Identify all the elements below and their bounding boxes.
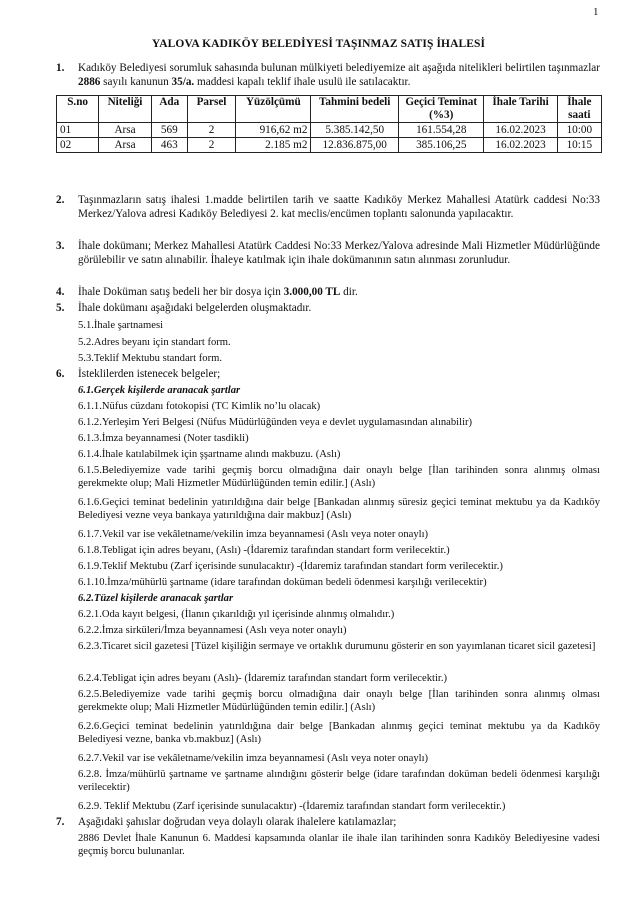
cell-ihale-saati: 10:00 [557, 123, 601, 138]
list-item: 6.1.6.Geçici teminat bedelinin yatırıldığına dair belge [Bankadan alınmış süresiz geçici teminat mektubu ya da Kadıköy Belediyesi vezne veya bankaya yatırıldığına dair makbuz] (Aslı) [78, 497, 600, 522]
cell-tahmini-bedel: 5.385.142,50 [311, 123, 399, 138]
list-item: 6.2.6.Geçici teminat bedelinin yatırıldığına dair belge [Bankadan alınmış geçici teminat mektubu ya da Kadıköy Belediyesi vezne, banka vb.makbuz] (Aslı) [78, 721, 600, 746]
list-item: 6.1.5.Belediyemize vade tarihi geçmiş borcu olmadığına dair onaylı belge [İlan tarihinden sonra alınmış olması gerekmekte olup; Mali Hizmetler Müdürlüğünden temin edilir.] (Aslı) [78, 465, 600, 490]
list-item: 6.2.1.Oda kayıt belgesi, (İlanın çıkarıldığı yıl içerisinde alınmış olmalıdır.) [78, 609, 395, 620]
property-table [56, 95, 602, 153]
list-item: 6.1.1.Nüfus cüzdanı fotokopisi (TC Kimlik no’lu olacak) [78, 401, 321, 412]
cell-sno: 01 [57, 123, 99, 138]
cell-parsel: 2 [187, 138, 235, 153]
col-header-ada: Ada [151, 96, 187, 123]
cell-ihale-saati: 10:15 [557, 138, 601, 153]
item-5-text: İhale dokümanı aşağıdaki belgelerden oluşmaktadır. [78, 302, 312, 314]
cell-sno: 02 [57, 138, 99, 153]
item-2-number: 2. [56, 194, 65, 206]
section-heading-tuzel: 6.2.Tüzel kişilerde aranacak şartlar [78, 593, 234, 604]
item-2 [56, 194, 600, 221]
list-item: 5.3.Teklif Mektubu standart form. [78, 353, 223, 364]
cell-nitelik: Arsa [99, 123, 152, 138]
item-7-detail: 2886 Devlet İhale Kanunun 6. Maddesi kapsamında olanlar ile ihale ilan tarihinden sonra Kadıköy Belediyesine vadesi geçmiş borcu bulunanlar. [78, 833, 600, 858]
item-6-number: 6. [56, 368, 65, 380]
list-item: 5.2.Adres beyanı için standart form. [78, 337, 231, 348]
col-header-ihale-saati: İhale saati [557, 96, 601, 123]
item-3 [56, 240, 600, 267]
cell-ada: 569 [151, 123, 187, 138]
col-header-nitelik: Niteliği [99, 96, 152, 123]
list-item: 6.2.8. İmza/mühürlü şartname ve şartname alındığını gösterir belge (idare tarafından doküman bedeli ödenmesi karşılığı verilecektir) [78, 769, 600, 794]
list-item: 6.2.7.Vekil var ise vekâletname/vekilin imza beyannamesi (Aslı veya noter onaylı) [78, 753, 429, 764]
col-header-parsel: Parsel [187, 96, 235, 123]
list-item: 6.1.10.İmza/mühürlü şartname (idare tarafından doküman bedeli ödenmesi karşılığı verilecektir) [78, 577, 487, 588]
cell-tahmini-bedel: 12.836.875,00 [311, 138, 399, 153]
cell-yuzolcumu: 916,62 m2 [236, 123, 311, 138]
item-7-text: Aşağıdaki şahıslar doğrudan veya dolaylı olarak ihalelere katılamazlar; [78, 816, 397, 828]
cell-nitelik: Arsa [99, 138, 152, 153]
item-2-text: Taşınmazların satış ihalesi 1.madde belirtilen tarih ve saatte Kadıköy Merkez Mahallesi Atatürk caddesi No:33 Merkez/Yalova adresi Kadıköy Belediyesi 2. kat meclis/encümen toplantı salonunda yapılacaktır. [78, 194, 600, 220]
item-7-number: 7. [56, 816, 65, 828]
item-3-text: İhale dokümanı; Merkez Mahallesi Atatürk Caddesi No:33 Merkez/Yalova adresinde Mali Hizmetler Müdürlüğünde görülebilir ve satın alınabilir. İhaleye katılmak için ihale dokümanının satın alınması zorunludur. [78, 240, 600, 266]
cell-ada: 463 [151, 138, 187, 153]
col-header-gecici-teminat: Geçici Teminat (%3) [398, 96, 484, 123]
cell-ihale-tarihi: 16.02.2023 [484, 123, 557, 138]
item-1 [56, 62, 600, 89]
col-header-tahmini-bedel: Tahmini bedeli [311, 96, 399, 123]
list-item: 6.2.9. Teklif Mektubu (Zarf içerisinde sunulacaktır) -(İdaremiz tarafından standart form verilecektir.) [78, 801, 506, 812]
list-item: 6.1.4.İhale katılabilmek için şşartname alındı makbuzu. (Aslı) [78, 449, 341, 460]
list-item: 6.1.7.Vekil var ise vekâletname/vekilin imza beyannamesi (Aslı veya noter onaylı) [78, 529, 429, 540]
item-7 [56, 816, 600, 830]
item-4-number: 4. [56, 286, 65, 298]
list-item: 6.1.3.İmza beyannamesi (Noter tasdikli) [78, 433, 249, 444]
document-title: YALOVA KADIKÖY BELEDİYESİ TAŞINMAZ SATIŞ İHALESİ [151, 38, 486, 50]
item-4-text: İhale Doküman satış bedeli her bir dosya için 3.000,00 TL dir. [78, 286, 358, 298]
item-4 [56, 286, 600, 300]
cell-gecici-teminat: 161.554,28 [398, 123, 484, 138]
list-item: 6.2.3.Ticaret sicil gazetesi [Tüzel kişiliğin sermaye ve ortaklık durumunu gösterir en son yayımlanan ticaret sicil gazetesi] [78, 641, 596, 652]
list-item: 5.1.İhale şartnamesi [78, 320, 164, 331]
table-row [57, 138, 602, 153]
table-row [57, 123, 602, 138]
item-6 [56, 368, 600, 382]
cell-gecici-teminat: 385.106,25 [398, 138, 484, 153]
item-1-number: 1. [56, 62, 65, 74]
page-number: 1 [593, 6, 599, 18]
col-header-sno: S.no [57, 96, 99, 123]
list-item: 6.2.4.Tebligat için adres beyanı (Aslı)- (İdaremiz tarafından standart form verilecektir.) [78, 673, 448, 684]
item-3-number: 3. [56, 240, 65, 252]
cell-yuzolcumu: 2.185 m2 [236, 138, 311, 153]
item-5-number: 5. [56, 302, 65, 314]
cell-ihale-tarihi: 16.02.2023 [484, 138, 557, 153]
list-item: 6.1.2.Yerleşim Yeri Belgesi (Nüfus Müdürlüğünden veya e devlet uygulamasından alınabilir) [78, 417, 473, 428]
list-item: 6.1.8.Tebligat için adres beyanı, (Aslı) -(İdaremiz tarafından standart form verilecektir.) [78, 545, 450, 556]
table-header-row [57, 96, 602, 123]
col-header-yuzolcumu: Yüzölçümü [236, 96, 311, 123]
cell-parsel: 2 [187, 123, 235, 138]
col-header-ihale-tarihi: İhale Tarihi [484, 96, 557, 123]
section-heading-gercek: 6.1.Gerçek kişilerde aranacak şartlar [78, 385, 241, 396]
item-1-text: Kadıköy Belediyesi sorumluk sahasında bulunan mülkiyeti belediyemize ait aşağıda nitelikleri belirtilen taşınmazlar 2886 sayılı kanunun 35/a. maddesi kapalı teklif ihale usulü ile satılacaktır. [78, 62, 600, 88]
item-5 [56, 302, 600, 316]
list-item: 6.2.5.Belediyemize vade tarihi geçmiş borcu olmadığına dair onaylı belge [İlan tarihinden sonra alınmış olması gerekmekte olup; Mali Hizmetler Müdürlüğünden temin edilir.] (Aslı) [78, 689, 600, 714]
list-item: 6.2.2.İmza sirküleri/İmza beyannamesi (Aslı veya noter onaylı) [78, 625, 347, 636]
item-6-text: İsteklilerden istenecek belgeler; [78, 368, 221, 380]
list-item: 6.1.9.Teklif Mektubu (Zarf içerisinde sunulacaktır) -(İdaremiz tarafından standart form verilecektir.) [78, 561, 503, 572]
